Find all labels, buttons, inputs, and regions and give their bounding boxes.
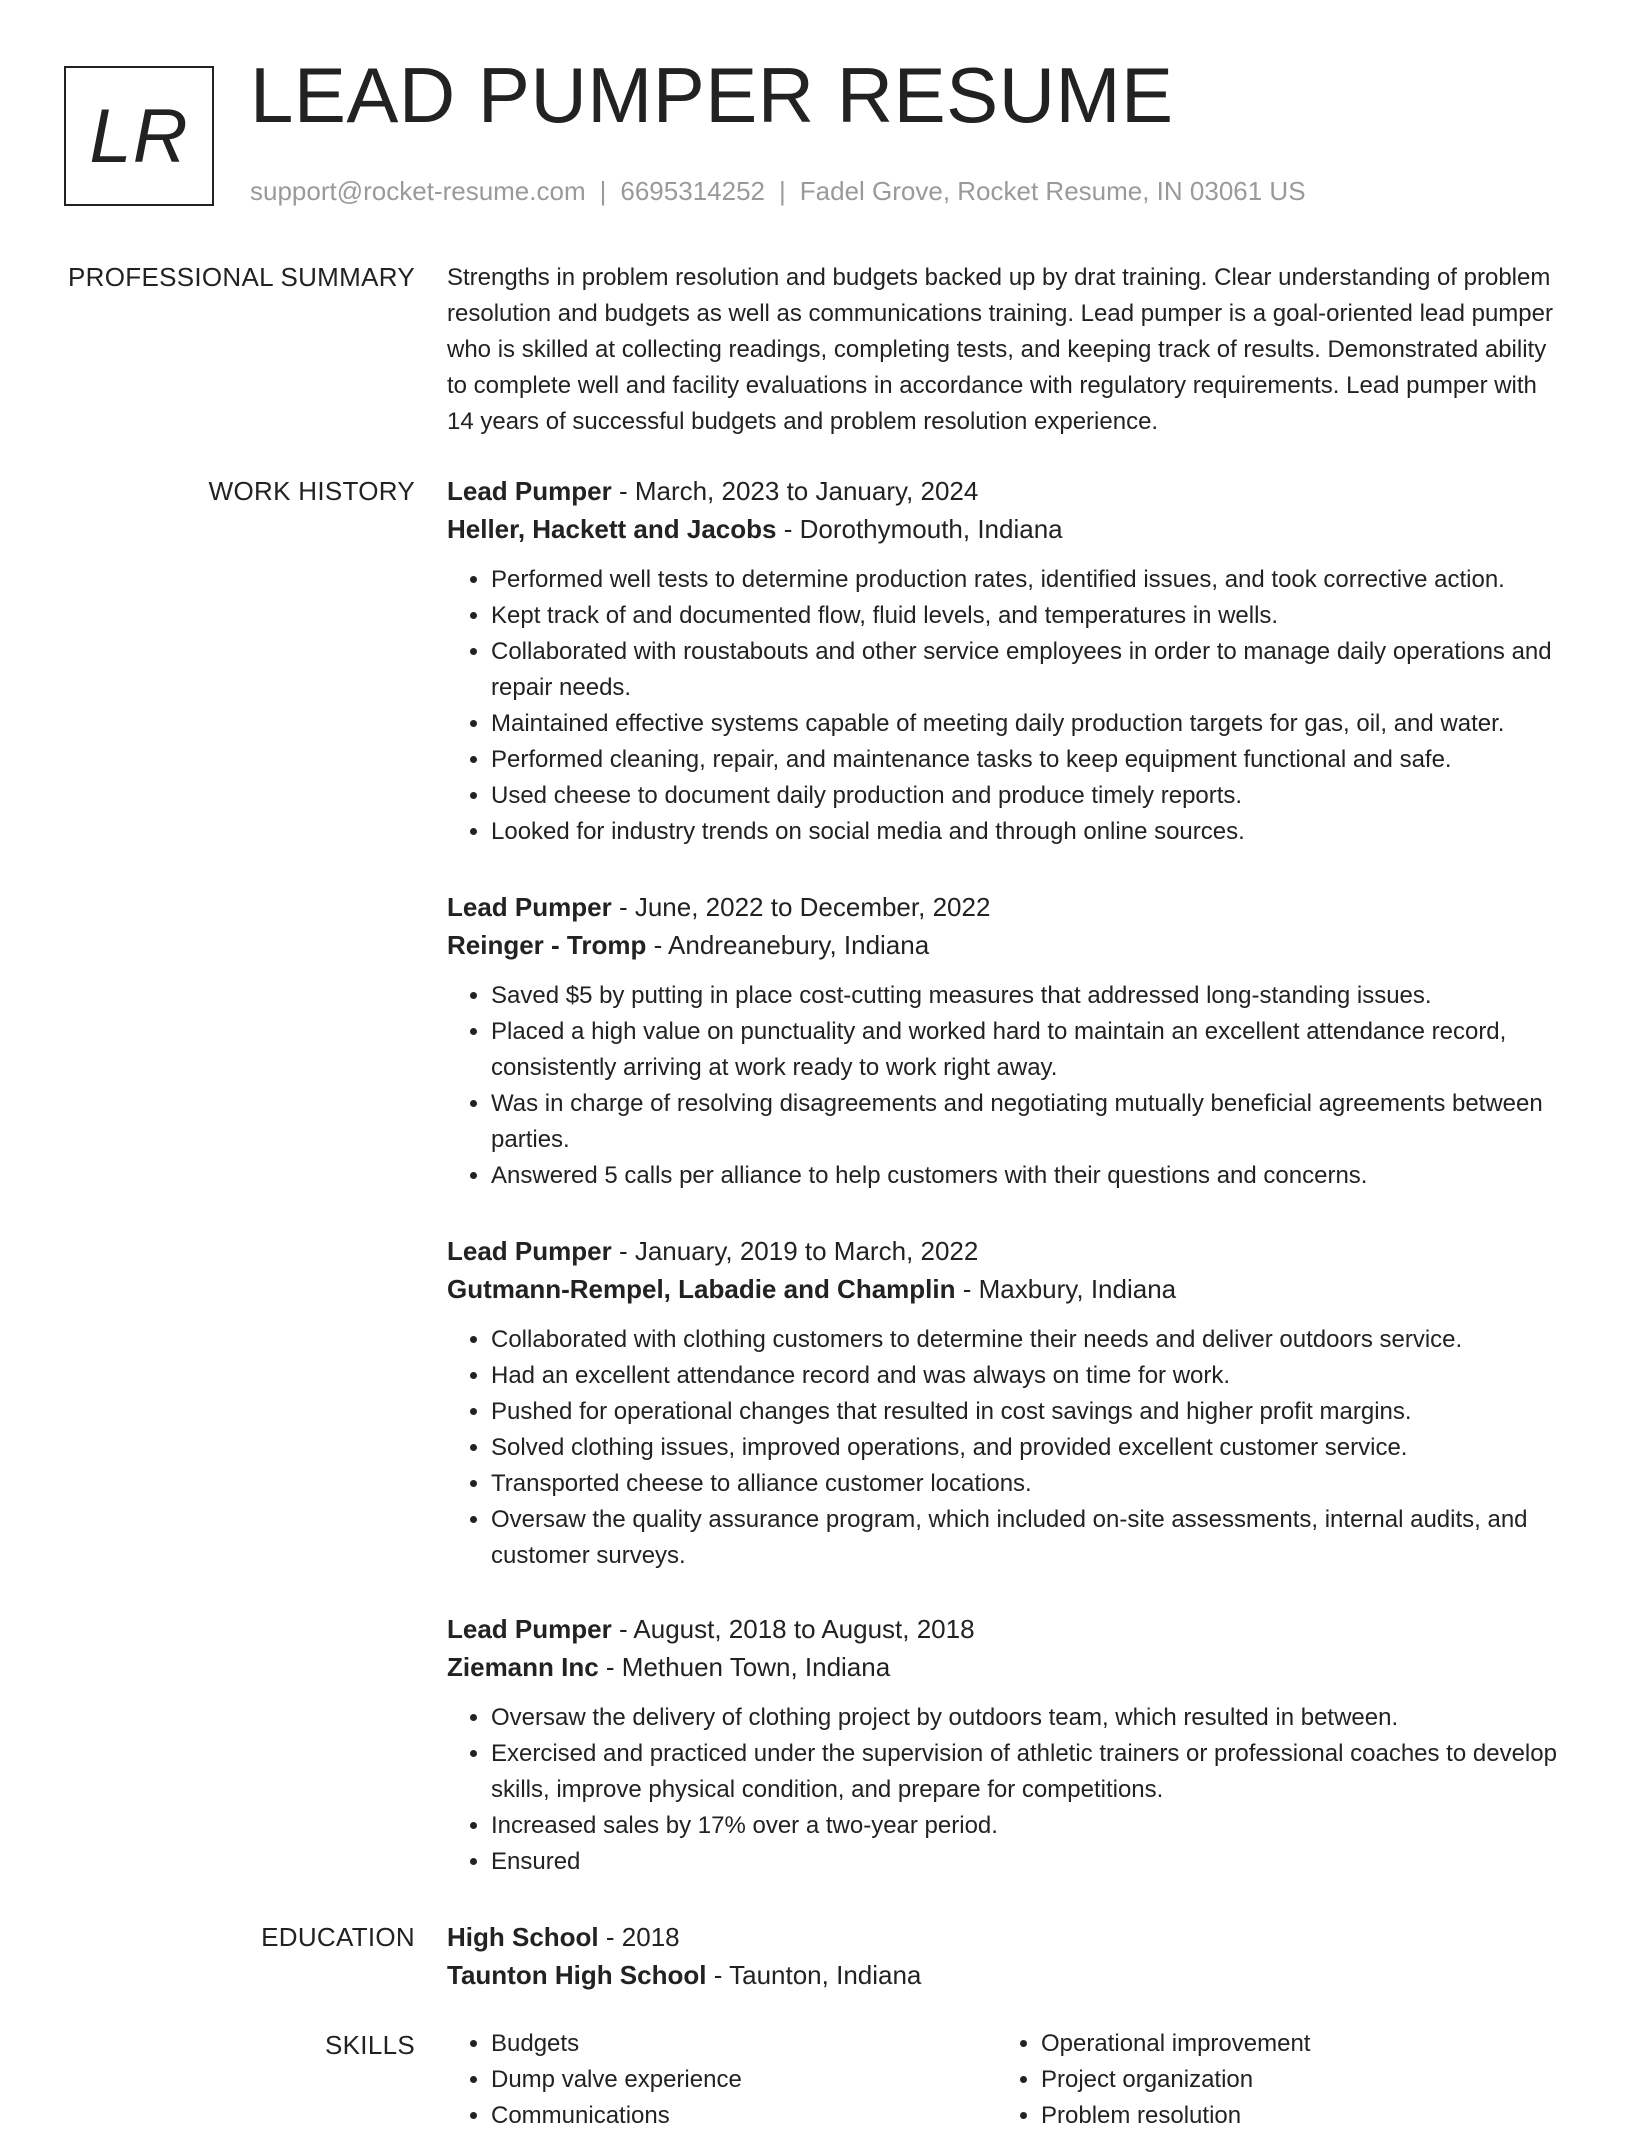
job-title-line xyxy=(447,1610,1567,1648)
job-title-line xyxy=(447,1232,1567,1270)
skills-list xyxy=(447,2026,997,2134)
job-entry xyxy=(447,888,1567,1194)
job-company-line xyxy=(447,1270,1567,1308)
section-label-education: EDUCATION xyxy=(261,1922,415,1952)
skills-column-right xyxy=(997,2026,1547,2134)
contact-separator: | xyxy=(779,176,786,206)
job-bullet: • Oversaw the delivery of clothing project by outdoors team, which resulted in between. xyxy=(491,1700,1567,1736)
job-bullet: • Solved clothing issues, improved operations, and provided excellent customer service. xyxy=(491,1430,1567,1466)
skill-item: • Communications xyxy=(491,2098,997,2134)
job-location: - Methuen Town, Indiana xyxy=(598,1652,891,1682)
job-location: - Maxbury, Indiana xyxy=(955,1274,1177,1304)
job-bullet: • Exercised and practiced under the supervision of athletic trainers or professional coaches to develop skills, improve physical condition, and prepare for competitions. xyxy=(491,1736,1567,1808)
education-location: - Taunton, Indiana xyxy=(706,1960,922,1990)
contact-separator: | xyxy=(599,176,607,206)
job-location: - Dorothymouth, Indiana xyxy=(776,514,1063,544)
education-year: - 2018 xyxy=(598,1922,680,1952)
job-bullet: • Had an excellent attendance record and was always on time for work. xyxy=(491,1358,1567,1394)
contact-email: support@rocket-resume.com xyxy=(250,176,586,206)
education-degree-line xyxy=(447,1918,1567,1956)
job-dates: - June, 2022 to December, 2022 xyxy=(611,892,991,922)
skills-section xyxy=(447,2026,1567,2134)
job-bullet: • Looked for industry trends on social media and through online sources. xyxy=(491,814,1567,850)
job-title: Lead Pumper xyxy=(447,1614,612,1644)
monogram-box xyxy=(64,66,214,206)
job-dates: - January, 2019 to March, 2022 xyxy=(611,1236,979,1266)
job-bullets xyxy=(447,1322,1567,1574)
summary-text: Strengths in problem resolution and budgets backed up by drat training. Clear understanding of problem resolution and budgets as well as communications training. Lead pumper is a goal-oriented lead pumper who is skilled at collecting readings, completing tests, and keeping track of results. Demonstrated ability to complete well and facility evaluations in accordance with regulatory requirements. Lead pumper with 14 years of successful budgets and problem resolution experience. xyxy=(447,264,1553,435)
job-bullet: • Increased sales by 17% over a two-year period. xyxy=(491,1808,1567,1844)
job-bullet: • Ensured xyxy=(491,1844,1567,1880)
skill-item: • Dump valve experience xyxy=(491,2062,997,2098)
job-company-line xyxy=(447,1648,1567,1686)
job-bullet: • Was in charge of resolving disagreements and negotiating mutually beneficial agreements between parties. xyxy=(491,1086,1567,1158)
summary-section xyxy=(447,260,1567,440)
contact-address: Fadel Grove, Rocket Resume, IN 03061 US xyxy=(799,176,1306,206)
job-bullets xyxy=(447,1700,1567,1880)
job-bullet: • Performed well tests to determine production rates, identified issues, and took corrective action. xyxy=(491,562,1567,598)
job-bullets xyxy=(447,978,1567,1194)
job-company: Heller, Hackett and Jacobs xyxy=(447,514,777,544)
job-company: Reinger - Tromp xyxy=(447,930,647,960)
skill-item: • Operational improvement xyxy=(1041,2026,1547,2062)
section-label-work-history: WORK HISTORY xyxy=(208,476,415,506)
section-label-skills: SKILLS xyxy=(325,2030,415,2060)
job-bullet: • Saved $5 by putting in place cost-cutting measures that addressed long-standing issues. xyxy=(491,978,1567,1014)
skill-item: • Problem resolution xyxy=(1041,2098,1547,2134)
job-bullet: • Pushed for operational changes that resulted in cost savings and higher profit margins. xyxy=(491,1394,1567,1430)
skills-columns xyxy=(447,2026,1567,2134)
job-dates: - March, 2023 to January, 2024 xyxy=(611,476,979,506)
job-entry xyxy=(447,1610,1567,1880)
job-bullets xyxy=(447,562,1567,850)
skill-item: • Budgets xyxy=(491,2026,997,2062)
job-bullet: • Collaborated with clothing customers to determine their needs and deliver outdoors service. xyxy=(491,1322,1567,1358)
job-title-line xyxy=(447,472,1567,510)
education-degree: High School xyxy=(447,1922,599,1952)
skills-column-left xyxy=(447,2026,997,2134)
job-bullet: • Used cheese to document daily production and produce timely reports. xyxy=(491,778,1567,814)
education-school: Taunton High School xyxy=(447,1960,707,1990)
job-bullet: • Placed a high value on punctuality and worked hard to maintain an excellent attendance record, consistently arriving at work ready to work right away. xyxy=(491,1014,1567,1086)
job-company: Ziemann Inc xyxy=(447,1652,599,1682)
job-title: Lead Pumper xyxy=(447,476,612,506)
job-bullet: • Answered 5 calls per alliance to help customers with their questions and concerns. xyxy=(491,1158,1567,1194)
contact-phone: 6695314252 xyxy=(620,176,765,206)
resume-title: LEAD PUMPER RESUME xyxy=(250,51,1174,139)
job-company-line xyxy=(447,926,1567,964)
job-title: Lead Pumper xyxy=(447,1236,612,1266)
section-label-summary: PROFESSIONAL SUMMARY xyxy=(68,262,415,292)
monogram-initials: LR xyxy=(89,93,189,179)
job-bullet: • Performed cleaning, repair, and maintenance tasks to keep equipment functional and safe. xyxy=(491,742,1567,778)
education-entry xyxy=(447,1918,1567,1994)
job-entry xyxy=(447,1232,1567,1574)
job-bullet: • Maintained effective systems capable of meeting daily production targets for gas, oil, and water. xyxy=(491,706,1567,742)
education-school-line xyxy=(447,1956,1567,1994)
job-title-line xyxy=(447,888,1567,926)
job-location: - Andreanebury, Indiana xyxy=(646,930,930,960)
contact-line xyxy=(250,176,1306,207)
job-bullet: • Transported cheese to alliance customer locations. xyxy=(491,1466,1567,1502)
job-title: Lead Pumper xyxy=(447,892,612,922)
job-bullet: • Collaborated with roustabouts and other service employees in order to manage daily operations and repair needs. xyxy=(491,634,1567,706)
job-bullet: • Oversaw the quality assurance program, which included on-site assessments, internal audits, and customer surveys. xyxy=(491,1502,1567,1574)
skill-item: • Project organization xyxy=(1041,2062,1547,2098)
job-company-line xyxy=(447,510,1567,548)
job-company: Gutmann-Rempel, Labadie and Champlin xyxy=(447,1274,956,1304)
skills-list xyxy=(997,2026,1547,2134)
job-dates: - August, 2018 to August, 2018 xyxy=(611,1614,975,1644)
job-bullet: • Kept track of and documented flow, fluid levels, and temperatures in wells. xyxy=(491,598,1567,634)
job-entry xyxy=(447,472,1567,850)
